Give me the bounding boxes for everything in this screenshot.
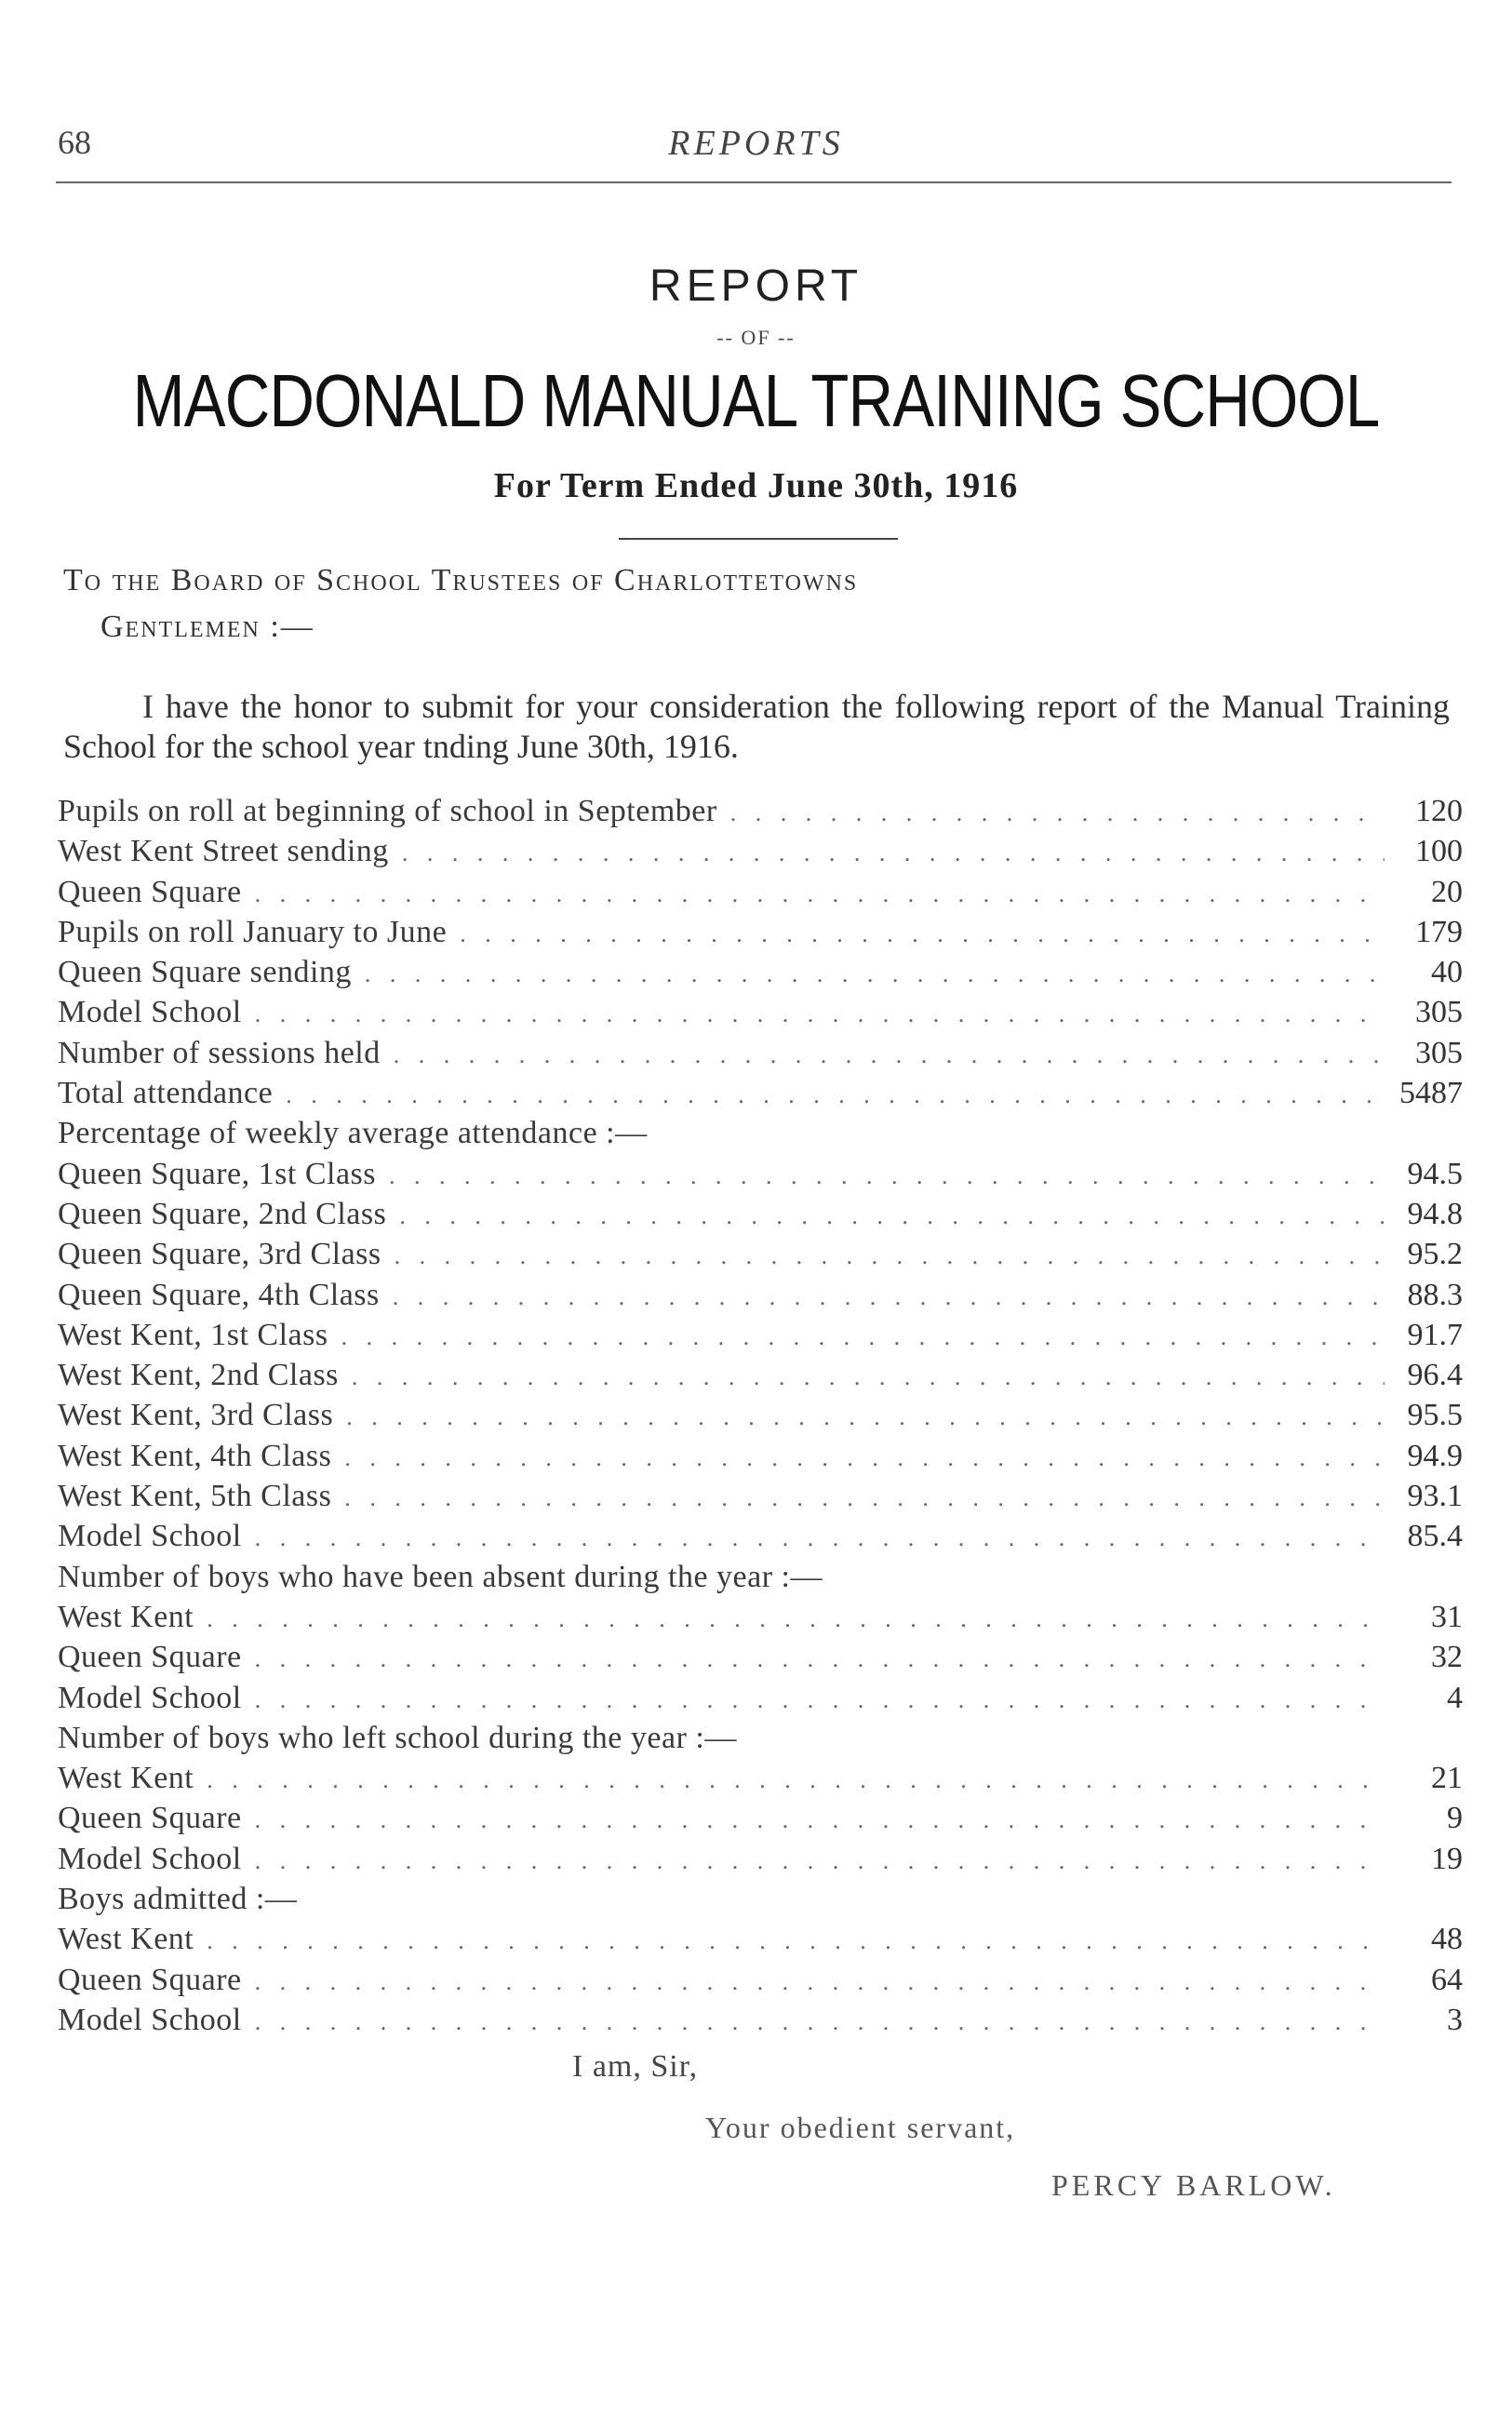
report-line <box>58 992 1463 1032</box>
line-value: 5487 <box>1399 1076 1463 1111</box>
header-rule <box>56 181 1452 183</box>
line-label: West Kent, 1st Class <box>58 1317 328 1352</box>
line-label: Pupils on roll at beginning of school in September <box>58 794 717 828</box>
report-line <box>58 1839 1463 1879</box>
line-label: Model School <box>58 1841 242 1876</box>
report-heading: REPORT <box>649 262 863 311</box>
report-line <box>58 1637 1463 1677</box>
line-label: Queen Square <box>58 1640 242 1675</box>
report-line <box>58 1476 1463 1516</box>
line-value: 40 <box>1431 955 1463 990</box>
line-label: Boys admitted :— <box>58 1882 298 1917</box>
line-label: West Kent <box>58 1599 194 1634</box>
dot-leader <box>207 1921 1385 1961</box>
line-value: 305 <box>1415 995 1463 1030</box>
line-value: 94.5 <box>1407 1156 1463 1191</box>
line-value: 91.7 <box>1407 1317 1463 1352</box>
report-line <box>58 1355 1463 1395</box>
report-line <box>58 1678 1463 1718</box>
line-label: West Kent, 3rd Class <box>58 1398 334 1433</box>
dot-leader <box>395 1236 1385 1276</box>
line-label: Queen Square sending <box>58 955 352 990</box>
line-label: Model School <box>58 2002 242 2037</box>
report-line <box>58 831 1463 871</box>
line-label: Percentage of weekly average attendance :— <box>58 1116 648 1151</box>
dot-leader <box>352 1357 1385 1397</box>
dot-leader <box>255 874 1385 914</box>
line-label: Model School <box>58 995 242 1030</box>
dot-leader <box>255 1962 1385 2002</box>
line-label: Queen Square <box>58 874 242 909</box>
dot-leader <box>344 1478 1385 1518</box>
report-lines <box>58 791 1463 2040</box>
line-label: Queen Square, 4th Class <box>58 1277 380 1312</box>
line-label: Queen Square, 1st Class <box>58 1156 377 1191</box>
line-value: 96.4 <box>1407 1358 1463 1393</box>
line-label: Queen Square, 3rd Class <box>58 1237 381 1272</box>
report-line <box>58 952 1463 992</box>
dot-leader <box>394 1035 1385 1075</box>
dot-leader <box>255 1639 1385 1679</box>
report-line <box>58 912 1463 952</box>
report-line <box>58 1557 1463 1597</box>
closing-line: I am, Sir, <box>572 2049 699 2084</box>
line-value: 3 <box>1447 2002 1463 2037</box>
signature: PERCY BARLOW. <box>1051 2168 1336 2202</box>
report-line <box>58 1275 1463 1315</box>
line-label: Queen Square <box>58 1962 242 1997</box>
line-value: 48 <box>1431 1922 1463 1957</box>
report-line <box>58 1033 1463 1073</box>
line-label: Number of boys who have been absent during the year :— <box>58 1559 823 1594</box>
page-number: 68 <box>58 124 91 161</box>
dot-leader <box>255 994 1385 1034</box>
line-value: 85.4 <box>1407 1519 1463 1554</box>
report-line <box>58 1798 1463 1838</box>
report-line <box>58 1758 1463 1798</box>
line-value: 88.3 <box>1407 1277 1463 1312</box>
term-subtitle: For Term Ended June 30th, 1916 <box>493 466 1019 505</box>
line-label: Model School <box>58 1519 242 1554</box>
report-line <box>58 1919 1463 1959</box>
school-name-title: MACDONALD MANUAL TRAINING SCHOOL <box>132 359 1380 442</box>
intro-paragraph: I have the honor to submit for your consideration the following report of the Manual Training School for the school year tnding June 30th, 1916. <box>63 688 1450 765</box>
line-value: 32 <box>1431 1640 1463 1675</box>
report-line <box>58 1113 1463 1153</box>
report-line <box>58 1516 1463 1556</box>
line-label: West Kent <box>58 1761 194 1796</box>
salutation: To the Board of School Trustees of Charlottetowns <box>63 563 859 597</box>
line-value: 95.5 <box>1407 1398 1463 1433</box>
line-value: 93.1 <box>1407 1479 1463 1514</box>
report-line <box>58 2000 1463 2040</box>
report-line <box>58 1960 1463 2000</box>
running-head: REPORTS <box>668 124 844 163</box>
line-value: 94.8 <box>1407 1196 1463 1231</box>
report-line <box>58 1597 1463 1637</box>
report-line <box>58 1154 1463 1194</box>
report-line <box>58 1315 1463 1355</box>
line-label: Queen Square <box>58 1801 242 1836</box>
dot-leader <box>255 1518 1385 1558</box>
report-line <box>58 791 1463 831</box>
line-value: 21 <box>1431 1761 1463 1796</box>
dot-leader <box>346 1397 1385 1437</box>
dot-leader <box>341 1317 1385 1357</box>
dot-leader <box>255 1680 1385 1720</box>
line-label: Total attendance <box>58 1076 274 1111</box>
title-rule <box>619 538 898 540</box>
closing-servant: Your obedient servant, <box>705 2111 1016 2144</box>
line-value: 94.9 <box>1407 1438 1463 1473</box>
line-value: 120 <box>1415 794 1463 828</box>
dot-leader <box>460 914 1385 954</box>
dot-leader <box>393 1277 1385 1317</box>
dot-leader <box>207 1760 1385 1800</box>
dot-leader <box>389 1156 1385 1196</box>
line-label: West Kent, 4th Class <box>58 1438 332 1473</box>
line-label: West Kent, 2nd Class <box>58 1358 339 1393</box>
dot-leader <box>255 1800 1385 1840</box>
of-heading: -- OF -- <box>716 326 796 349</box>
report-line <box>58 872 1463 912</box>
dot-leader <box>286 1075 1385 1115</box>
line-value: 20 <box>1431 874 1463 909</box>
line-label: Number of sessions held <box>58 1035 381 1070</box>
line-value: 4 <box>1447 1680 1463 1715</box>
line-value: 100 <box>1415 834 1463 869</box>
line-label: Queen Square, 2nd Class <box>58 1196 387 1231</box>
report-line <box>58 1718 1463 1758</box>
line-value: 179 <box>1415 914 1463 949</box>
dot-leader <box>402 833 1385 873</box>
line-value: 64 <box>1431 1962 1463 1997</box>
dot-leader <box>344 1438 1385 1478</box>
line-value: 305 <box>1415 1035 1463 1070</box>
report-line <box>58 1395 1463 1435</box>
dot-leader <box>399 1196 1385 1236</box>
report-line <box>58 1073 1463 1113</box>
report-line <box>58 1879 1463 1919</box>
line-value: 9 <box>1447 1801 1463 1836</box>
line-value: 19 <box>1431 1841 1463 1876</box>
dot-leader <box>255 2002 1385 2042</box>
line-label: West Kent, 5th Class <box>58 1479 332 1514</box>
line-value: 95.2 <box>1407 1237 1463 1272</box>
report-line <box>58 1234 1463 1274</box>
dot-leader <box>255 1841 1385 1881</box>
dot-leader <box>730 793 1385 833</box>
dot-leader <box>207 1599 1385 1639</box>
line-label: West Kent Street sending <box>58 834 389 869</box>
report-line <box>58 1194 1463 1234</box>
line-value: 31 <box>1431 1599 1463 1634</box>
line-label: West Kent <box>58 1922 194 1957</box>
dot-leader <box>365 954 1385 994</box>
report-line <box>58 1436 1463 1476</box>
gentlemen-greeting: Gentlemen :— <box>100 610 314 644</box>
line-label: Pupils on roll January to June <box>58 914 448 949</box>
line-label: Model School <box>58 1680 242 1715</box>
line-label: Number of boys who left school during the year :— <box>58 1720 737 1755</box>
